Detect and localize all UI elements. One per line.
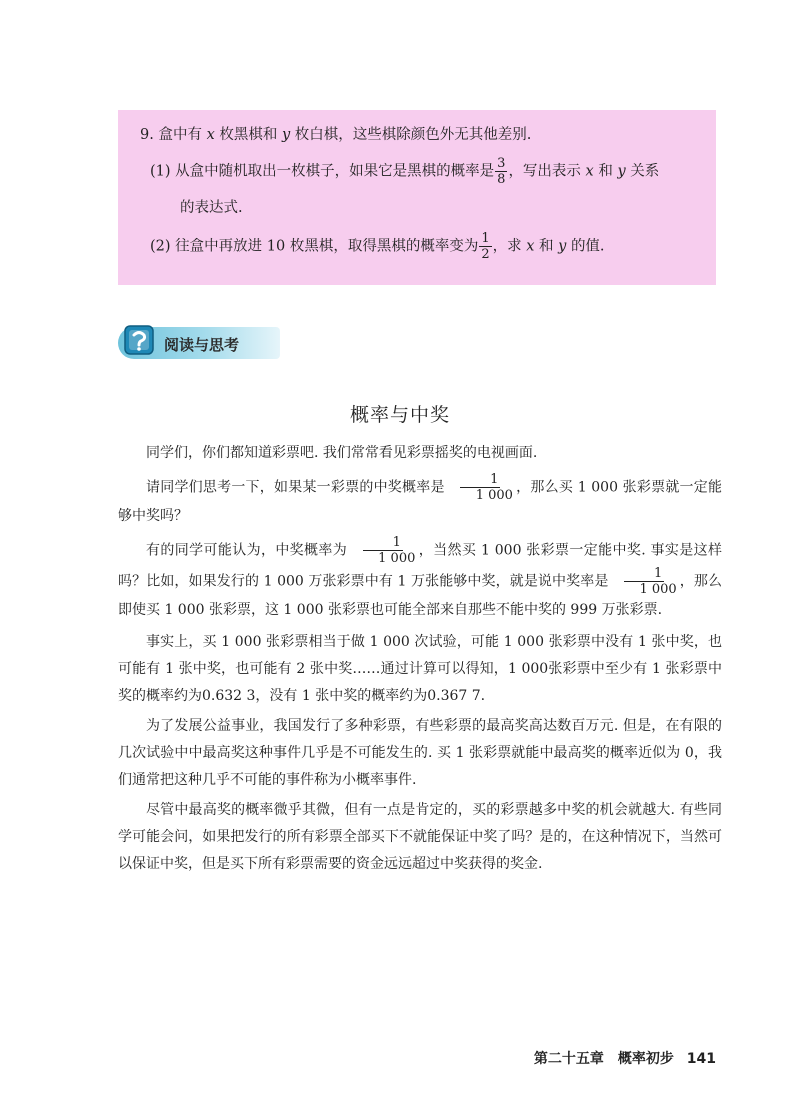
section-header-reading xyxy=(118,323,280,361)
paragraph-1: 同学们，你们都知道彩票吧. 我们常常看见彩票摇奖的电视画面. xyxy=(146,445,538,461)
var-y: y xyxy=(617,163,626,180)
paragraph-4: 事实上，买 1 000 张彩票相当于做 1 000 次试验，可能 1 000 张彩票中没有 1 张中奖，也可能有 1 张中奖，也可能有 2 张中奖……通过计算可以得知，1 000张彩票中至少有 1 张彩票中奖的概率约为0.632 3，没有 1 张中奖的概率约为0.367 7. xyxy=(118,634,722,704)
paragraph-6: 尽管中最高奖的概率微乎其微，但有一点是肯定的，买的彩票越多中奖的机会就越大. 有些同学可能会问，如果把发行的所有彩票全部买下不就能保证中奖了吗？是的，在这种情况下，当然可以保证中奖，但是买下所有彩票需要的资金远远超过中奖获得的奖金. xyxy=(118,802,722,872)
text: ，那么买 1 000 张彩票就一定能够中奖吗？ xyxy=(118,479,723,524)
text: 的值. xyxy=(570,238,605,255)
numerator: 1 xyxy=(460,472,500,488)
text: ，写出表示 xyxy=(508,163,581,180)
question-book-icon xyxy=(122,323,156,357)
paragraph-2 xyxy=(118,472,722,530)
denominator: 8 xyxy=(497,172,506,187)
fraction-3-8 xyxy=(495,156,507,187)
paragraph-3 xyxy=(118,535,722,624)
page-footer xyxy=(534,1048,716,1068)
fraction-1-1000 xyxy=(609,566,678,597)
numerator: 1 xyxy=(481,231,490,246)
text: 枚黑棋和 xyxy=(219,127,278,143)
article-title: 概率与中奖 xyxy=(349,404,450,426)
denominator: 1 000 xyxy=(639,582,677,597)
fraction-1-2 xyxy=(479,231,491,262)
article-body xyxy=(118,440,722,881)
text: ，那么即使买 1 000 张彩票，这 1 000 张彩票也可能全部来自那些不能中奖的 999 万张彩票. xyxy=(118,573,723,618)
numerator: 3 xyxy=(497,156,506,171)
var-y: y xyxy=(558,238,567,255)
exercise-box xyxy=(118,110,716,285)
chapter-label: 第二十五章 概率初步 xyxy=(533,1051,674,1067)
var-x: x xyxy=(585,163,594,180)
text: ，当然买 1 000 张彩票一定能中奖. 事实是这样吗？比如，如果发行的 1 000 万张彩票中有 1 万张能够中奖，就是说中奖率是 xyxy=(118,542,722,590)
page-number: 141 xyxy=(686,1051,716,1067)
fraction-1-1000 xyxy=(348,535,417,566)
var-y: y xyxy=(281,127,291,143)
exercise-9-title xyxy=(140,124,700,146)
section-title: 阅读与思考 xyxy=(164,336,240,354)
text: 请同学们思考一下，如果某一彩票的中奖概率是 xyxy=(146,479,445,496)
denominator: 1 000 xyxy=(475,488,513,503)
text: 关系 xyxy=(630,163,660,180)
text: 和 xyxy=(598,163,613,180)
fraction-1-1000 xyxy=(446,472,515,503)
exercise-9-part-2 xyxy=(150,231,700,262)
text: 枚白棋，这些棋除颜色外无其他差别. xyxy=(294,127,532,143)
text: (2) 往盒中再放进 10 枚黑棋，取得黑棋的概率变为 xyxy=(150,238,479,255)
exercise-9-part-1-cont: 的表达式. xyxy=(180,200,243,216)
exercise-9-part-1 xyxy=(150,156,700,187)
denominator: 2 xyxy=(481,247,490,262)
text: 9. 盒中有 xyxy=(140,127,202,143)
denominator: 1 000 xyxy=(378,551,416,566)
text: 和 xyxy=(539,238,554,255)
text: (1) 从盒中随机取出一枚棋子，如果它是黑棋的概率是 xyxy=(150,163,495,180)
var-x: x xyxy=(206,127,215,143)
text: ，求 xyxy=(492,238,522,255)
numerator: 1 xyxy=(363,535,403,551)
numerator: 1 xyxy=(624,566,664,582)
text: 有的同学可能认为，中奖概率为 xyxy=(146,542,348,559)
var-x: x xyxy=(526,238,535,255)
paragraph-5: 为了发展公益事业，我国发行了多种彩票，有些彩票的最高奖高达数百万元. 但是，在有限的几次试验中中最高奖这种事件几乎是不可能发生的. 买 1 张彩票就能中最高奖的概率近似为 0，我们通常把这种几乎不可能的事件称为小概率事件. xyxy=(118,718,722,788)
